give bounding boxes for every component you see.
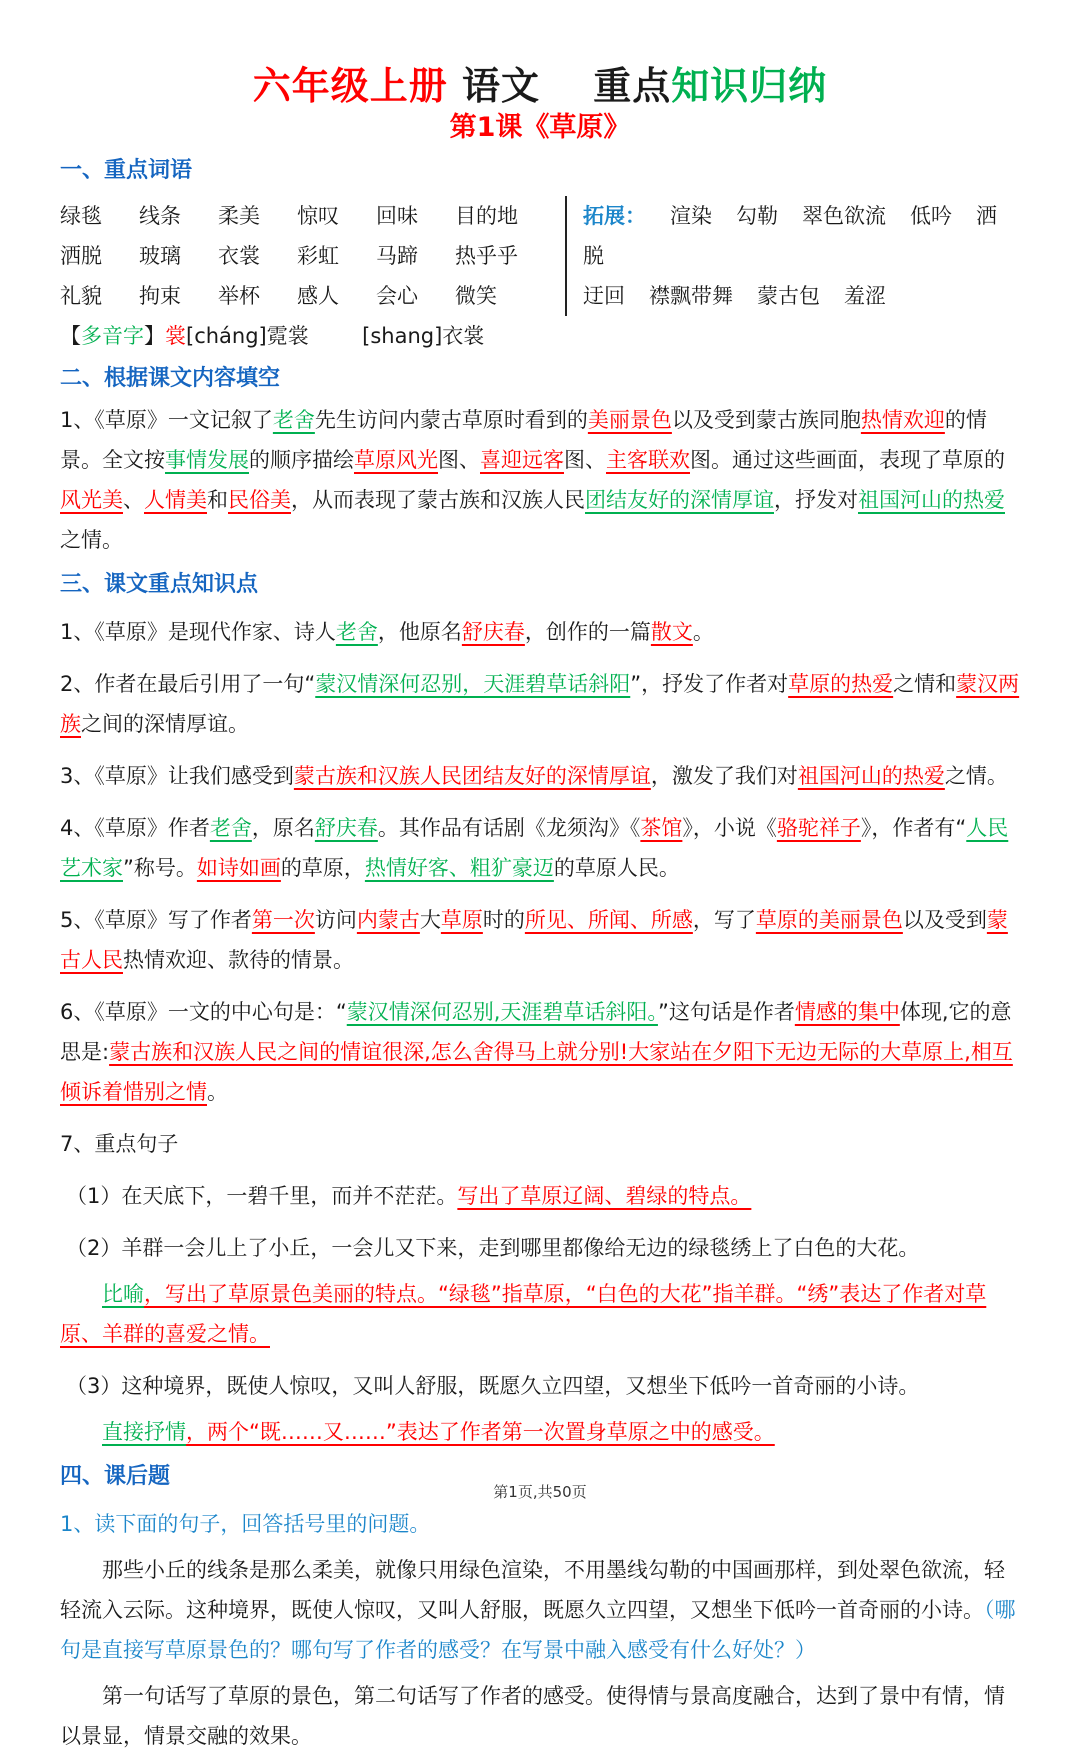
word-row: 绿毯 线条 柔美 惊叹 回味 目的地 bbox=[60, 204, 518, 228]
page-title: 六年级上册 语文 重点知识归纳 bbox=[252, 64, 828, 108]
key-sentence-1: （1）在天底下，一碧千里，而并不茫茫。写出了草原辽阔、碧绿的特点。 bbox=[66, 1184, 752, 1208]
word-table-left-column bbox=[60, 196, 565, 316]
key-sentence-2-analysis: 比喻，写出了草原景色美丽的特点。“绿毯”指草原，“白色的大花”指羊群。“绣”表达了作者对草原、羊群的喜爱之情。 bbox=[60, 1282, 987, 1346]
polyphonic-character-line: 【多音字】裳[cháng]霓裳 [shang]衣裳 bbox=[60, 324, 485, 348]
key-sentence-3-analysis: 直接抒情，两个“既……又……”表达了作者第一次置身草原之中的感受。 bbox=[102, 1420, 775, 1444]
section-heading-homework: 四、课后题 bbox=[60, 1464, 171, 1489]
key-point-5: 5、《草原》写了作者第一次访问内蒙古大草原时的所见、所闻、所感，写了草原的美丽景色以及受到蒙古人民热情欢迎、款待的情景。 bbox=[60, 908, 1008, 972]
homework-question-1: 1、读下面的句子，回答括号里的问题。 bbox=[60, 1512, 431, 1536]
section-heading-fill-blanks: 二、根据课文内容填空 bbox=[60, 366, 281, 391]
key-point-3: 3、《草原》让我们感受到蒙古族和汉族人民团结友好的深情厚谊，激发了我们对祖国河山的热爱之情。 bbox=[60, 764, 1008, 788]
key-point-6: 6、《草原》一文的中心句是：“蒙汉情深何忍别,天涯碧草话斜阳。”这句话是作者情感的集中体现,它的意思是:蒙古族和汉族人民之间的情谊很深,怎么舍得马上就分别!大家站在夕阳下无边无际的大草原上,相互倾诉着惜别之情。 bbox=[60, 1000, 1013, 1104]
homework-answer: 第一句话写了草原的景色，第二句话写了作者的感受。使得情与景高度融合，达到了景中有情，情以景显，情景交融的效果。 bbox=[60, 1684, 1005, 1748]
word-row: 礼貌 拘束 举杯 感人 会心 微笑 bbox=[60, 284, 497, 308]
section-heading-key-words: 一、重点词语 bbox=[60, 158, 193, 183]
lesson-subtitle: 第1课《草原》 bbox=[449, 112, 631, 143]
homework-passage: 那些小丘的线条是那么柔美，就像只用绿色渲染，不用墨线勾勒的中国画那样，到处翠色欲流，轻轻流入云际。这种境界，既使人惊叹，又叫人舒服，既愿久立四望，又想坐下低吟一首奇丽的小诗。（哪句是直接写草原景色的？哪句写了作者的感受？在写景中融入感受有什么好处？） bbox=[60, 1558, 1016, 1662]
word-row: 洒脱 玻璃 衣裳 彩虹 马蹄 热乎乎 bbox=[60, 244, 518, 268]
key-sentence-3: （3）这种境界，既使人惊叹，又叫人舒服，既愿久立四望，又想坐下低吟一首奇丽的小诗。 bbox=[66, 1374, 920, 1398]
key-point-1: 1、《草原》是现代作家、诗人老舍，他原名舒庆春，创作的一篇散文。 bbox=[60, 620, 714, 644]
key-sentences-heading: 7、重点句子 bbox=[60, 1132, 179, 1156]
word-table-extension-column bbox=[565, 196, 1020, 316]
key-sentence-2: （2）羊群一会儿上了小丘，一会儿又下来，走到哪里都像给无边的绿毯绣上了白色的大花。 bbox=[66, 1236, 920, 1260]
page-number: 第1页,共50页 bbox=[493, 1483, 587, 1501]
section-heading-key-points: 三、课文重点知识点 bbox=[60, 572, 259, 597]
word-row: 拓展： 渲染 勾勒 翠色欲流 低吟 洒脱 bbox=[583, 204, 997, 268]
word-table bbox=[60, 196, 1020, 316]
fill-blanks-paragraph: 1、《草原》一文记叙了老舍先生访问内蒙古草原时看到的美丽景色以及受到蒙古族同胞热情欢迎的情景。全文按事情发展的顺序描绘草原风光图、喜迎远客图、主客联欢图。通过这些画面，表现了草原的风光美、人情美和民俗美，从而表现了蒙古族和汉族人民团结友好的深情厚谊，抒发对祖国河山的热爱之情。 bbox=[60, 408, 1005, 552]
word-row: 迂回 襟飘带舞 蒙古包 羞涩 bbox=[583, 284, 886, 308]
key-point-2: 2、作者在最后引用了一句“蒙汉情深何忍别，天涯碧草话斜阳”，抒发了作者对草原的热爱之情和蒙汉两族之间的深情厚谊。 bbox=[60, 672, 1020, 736]
key-point-4: 4、《草原》作者老舍，原名舒庆春。其作品有话剧《龙须沟》《茶馆》，小说《骆驼祥子》，作者有“人民艺术家”称号。如诗如画的草原，热情好客、粗犷豪迈的草原人民。 bbox=[60, 816, 1009, 880]
